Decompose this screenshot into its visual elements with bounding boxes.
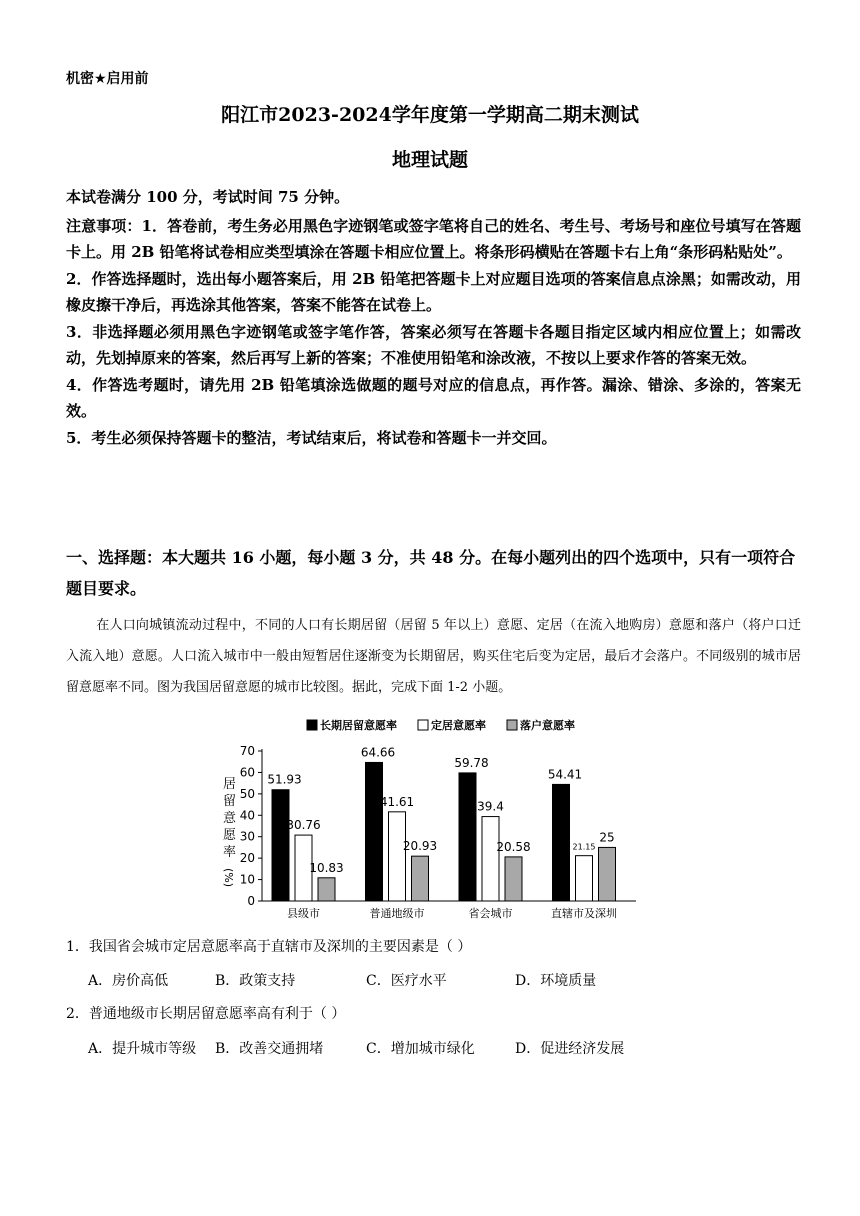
y-axis-title-unit: (%)	[222, 868, 235, 888]
confidential-label: 机密★启用前	[66, 71, 149, 87]
y-tick-label: 70	[239, 744, 255, 758]
question-2-option-b: B．改善交通拥堵	[215, 1041, 324, 1057]
x-tick-label: 省会城市	[468, 907, 513, 920]
y-tick-label: 10	[239, 872, 255, 887]
y-axis-title	[222, 777, 236, 887]
bar	[459, 773, 476, 901]
y-tick-label: 20	[239, 851, 255, 866]
bar	[482, 817, 499, 901]
data-label: 54.41	[547, 767, 583, 782]
reading-passage	[66, 610, 801, 703]
bar	[553, 784, 570, 901]
question-2-option-d: D．促进经济发展	[515, 1041, 625, 1057]
y-axis-title-char: 率	[223, 845, 237, 860]
data-label: 39.4	[477, 799, 504, 814]
bar	[389, 812, 406, 901]
bar	[412, 856, 429, 901]
legend-label: 长期居留意愿率	[320, 719, 397, 732]
y-tick-label: 50	[239, 786, 255, 801]
y-tick-label: 60	[239, 765, 255, 780]
data-label: 51.93	[267, 772, 302, 787]
data-label: 10.83	[309, 860, 344, 875]
question-2-stem: 2．普通地级市长期居留意愿率高有利于（ ）	[66, 1006, 346, 1022]
legend-swatch	[307, 720, 317, 730]
y-axis-title-char: 留	[223, 794, 237, 809]
y-tick-label: 40	[239, 808, 255, 823]
residence-intention-chart	[200, 708, 660, 933]
data-label: 41.61	[379, 794, 415, 809]
bar	[318, 878, 335, 901]
note-item: 2．作答选择题时，选出每小题答案后，用 2B 铅笔把答题卡上对应题目选项的答案信息点涂黑；如需改动，用橡皮擦干净后，再选涂其他答案，答案不能答在试卷上。	[66, 270, 801, 314]
y-tick-label: 0	[247, 894, 255, 908]
question-1-option-d: D．环境质量	[515, 973, 597, 989]
exam-intro: 本试卷满分 100 分，考试时间 75 分钟。	[66, 188, 350, 206]
exam-subtitle: 地理试题	[391, 149, 468, 171]
data-label: 30.76	[286, 818, 321, 833]
data-label: 25	[599, 830, 615, 845]
question-1-option-b: B．政策支持	[215, 973, 296, 989]
data-label: 20.93	[402, 839, 438, 854]
x-tick-label: 直辖市及深圳	[551, 907, 617, 920]
data-label: 59.78	[454, 755, 489, 770]
question-1-option-c: C．医疗水平	[366, 973, 447, 989]
legend-swatch	[507, 720, 517, 730]
y-axis-title-char: 愿	[223, 828, 237, 843]
legend-swatch	[418, 720, 428, 730]
chart-legend	[307, 718, 575, 732]
question-1-stem: 1．我国省会城市定居意愿率高于直辖市及深圳的主要因素是（ ）	[66, 939, 472, 955]
bar	[366, 762, 383, 901]
data-label: 64.66	[360, 745, 396, 760]
passage-text: 在人口向城镇流动过程中，不同的人口有长期居留（居留 5 年以上）意愿、定居（在流入地购房）意愿和落户（将户口迁入流入地）意愿。人口流入城市中一般由短暂居住逐渐变为长期留居，购买住宅后变为定居，最后才会落户。不同级别的城市居留意愿率不同。图为我国居留意愿的城市比较图。据此，完成下面 1-2 小题。	[66, 618, 801, 695]
bar	[599, 847, 616, 901]
note-item: 3．非选择题必须用黑色字迹钢笔或签字笔作答，答案必须写在答题卡各题目指定区域内相应位置上；如需改动，先划掉原来的答案，然后再写上新的答案；不准使用铅笔和涂改液，不按以上要求作答的答案无效。	[66, 323, 801, 367]
data-label: 21.15	[572, 842, 596, 852]
data-label: 20.58	[496, 839, 531, 854]
note-item: 注意事项：1．答卷前，考生务必用黑色字迹钢笔或签字笔将自己的姓名、考生号、考场号和座位号填写在答题卡上。用 2B 铅笔将试卷相应类型填涂在答题卡相应位置上。将条形码横贴在答题卡右上角“条形码粘贴处”。	[66, 217, 801, 261]
question-2-option-a: A．提升城市等级	[88, 1041, 197, 1057]
legend-label: 落户意愿率	[520, 719, 575, 732]
y-tick-label: 30	[239, 829, 255, 844]
question-1-option-a: A．房价高低	[88, 973, 169, 989]
bar	[505, 857, 522, 901]
y-axis-title-char: 居	[223, 777, 237, 792]
section-heading: 一、选择题：本大题共 16 小题，每小题 3 分，共 48 分。在每小题列出的四个选项中，只有一项符合题目要求。	[66, 548, 796, 598]
note-item: 5．考生必须保持答题卡的整洁，考试结束后，将试卷和答题卡一并交回。	[66, 429, 557, 447]
bar	[272, 790, 289, 901]
exam-title: 阳江市2023-2024学年度第一学期高二期末测试	[221, 104, 639, 126]
plot-area	[240, 744, 636, 920]
legend-label: 定居意愿率	[431, 719, 486, 732]
x-tick-label: 普通地级市	[369, 907, 425, 920]
bar	[576, 856, 593, 901]
y-axis-title-char: 意	[223, 811, 237, 826]
question-2-option-c: C．增加城市绿化	[366, 1041, 475, 1057]
note-item: 4．作答选考题时，请先用 2B 铅笔填涂选做题的题号对应的信息点，再作答。漏涂、错涂、多涂的，答案无效。	[66, 376, 801, 420]
x-tick-label: 县级市	[287, 907, 320, 920]
exam-notes	[66, 213, 801, 452]
